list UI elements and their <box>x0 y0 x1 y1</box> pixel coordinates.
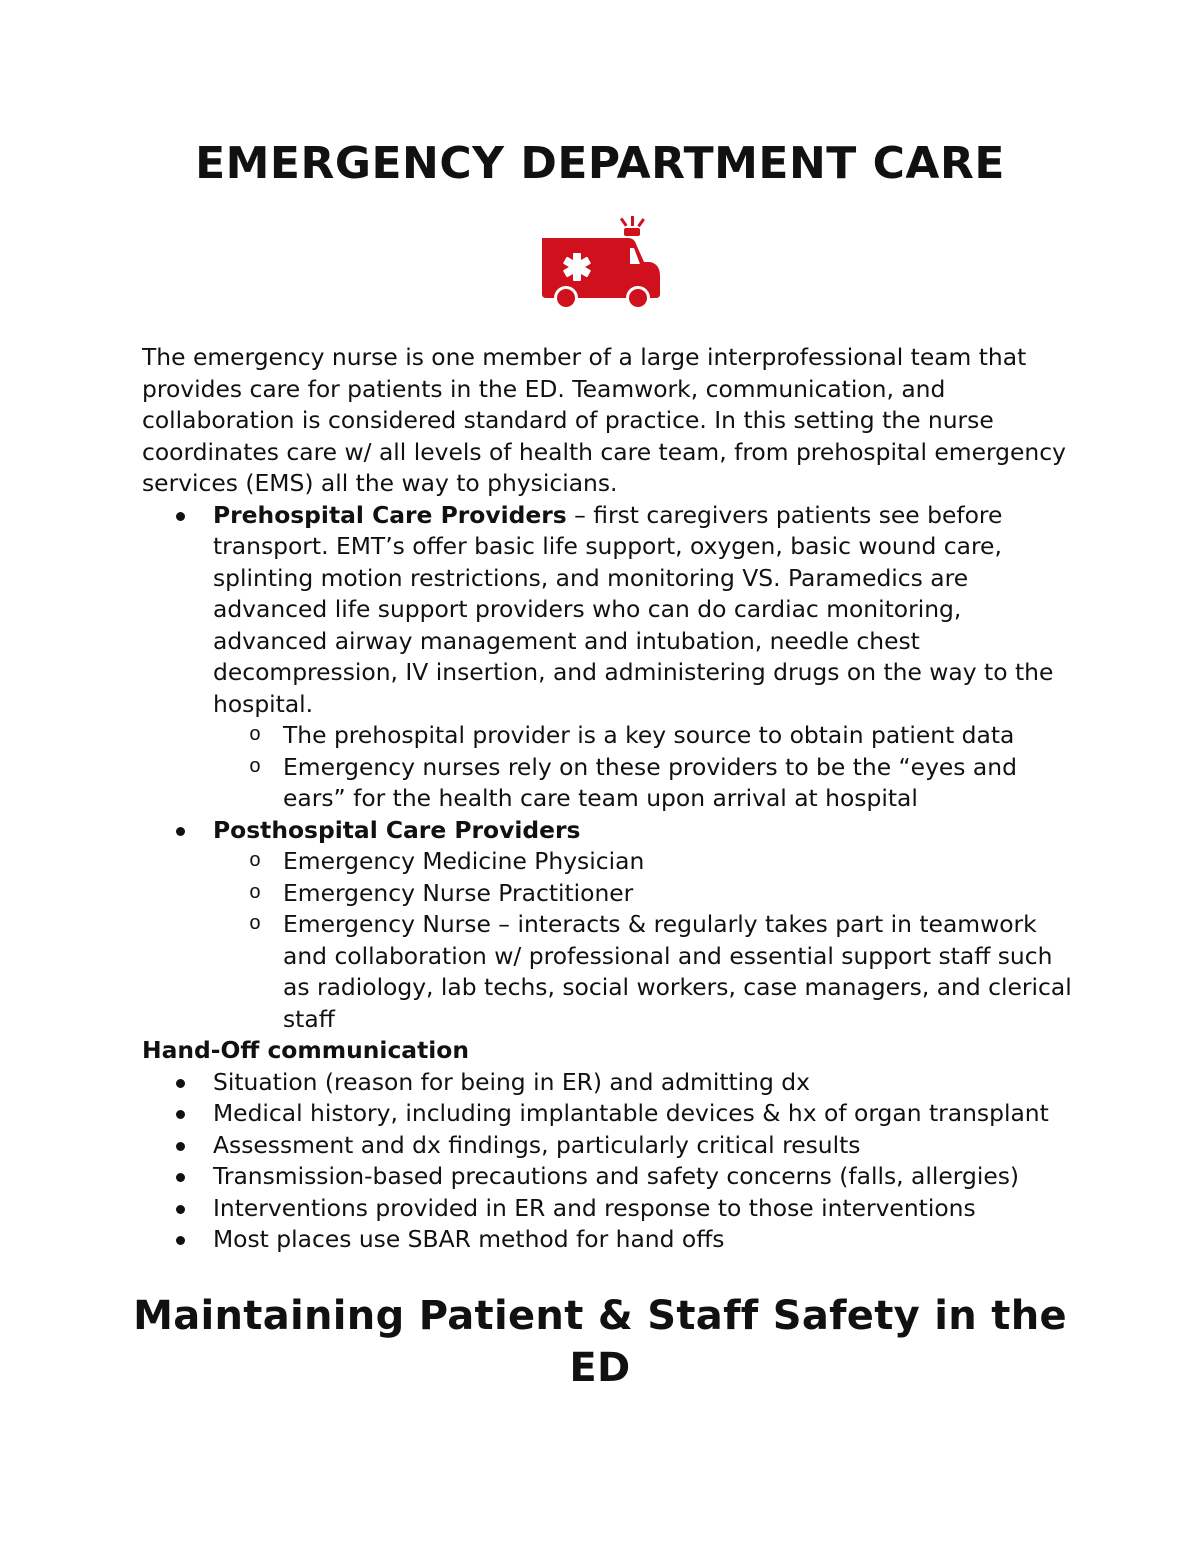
section-heading: Maintaining Patient & Staff Safety in the ED <box>133 1293 1067 1391</box>
list-item: Interventions provided in ER and response to those interventions <box>142 1193 1072 1225</box>
list-item: Situation (reason for being in ER) and admitting dx <box>142 1067 1072 1099</box>
sub-list <box>213 846 1072 1035</box>
sub-list-item: o The prehospital provider is a key source to obtain patient data <box>213 720 1072 752</box>
sub-list <box>213 720 1072 815</box>
handoff-list <box>142 1067 1072 1256</box>
list-item-text: – first caregivers patients see before transport. EMT’s offer basic life support, oxygen, basic wound care, splinting motion restrictions, and monitoring VS. Paramedics are advanced life support providers who can do cardiac monitoring, advanced airway management and intubation, needle chest decompression, IV insertion, and administering drugs on the way to the hospital. <box>213 500 1054 718</box>
handoff-heading: Hand-Off communication <box>142 1036 470 1064</box>
sub-list-item: o Emergency Nurse – interacts & regularly takes part in teamwork and collaboration w/ professional and essential support staff such as radiology, lab techs, social workers, case managers, and clerical staff <box>213 909 1072 1035</box>
document-body <box>142 342 1072 1256</box>
ambulance-icon <box>528 200 672 336</box>
page-title: EMERGENCY DEPARTMENT CARE <box>195 138 1005 189</box>
list-item <box>142 500 1072 815</box>
list-item: Assessment and dx findings, particularly critical results <box>142 1130 1072 1162</box>
sub-list-item: o Emergency nurses rely on these providers to be the “eyes and ears” for the health care team upon arrival at hospital <box>213 752 1072 815</box>
sub-list-item: o Emergency Nurse Practitioner <box>213 878 1072 910</box>
list-item: Medical history, including implantable devices & hx of organ transplant <box>142 1098 1072 1130</box>
list-item <box>142 815 1072 1036</box>
providers-list <box>142 500 1072 1036</box>
list-item: Transmission-based precautions and safety concerns (falls, allergies) <box>142 1161 1072 1193</box>
intro-paragraph: The emergency nurse is one member of a large interprofessional team that provides care for patients in the ED. Teamwork, communication, and collaboration is considered standard of practice. In this setting the nurse coordinates care w/ all levels of health care team, from prehospital emergency services (EMS) all the way to physicians. <box>142 343 1066 497</box>
sub-list-item: o Emergency Medicine Physician <box>213 846 1072 878</box>
list-item-label: Posthospital Care Providers <box>213 815 581 844</box>
list-item-label: Prehospital Care Providers <box>213 500 567 529</box>
list-item: Most places use SBAR method for hand offs <box>142 1224 1072 1256</box>
